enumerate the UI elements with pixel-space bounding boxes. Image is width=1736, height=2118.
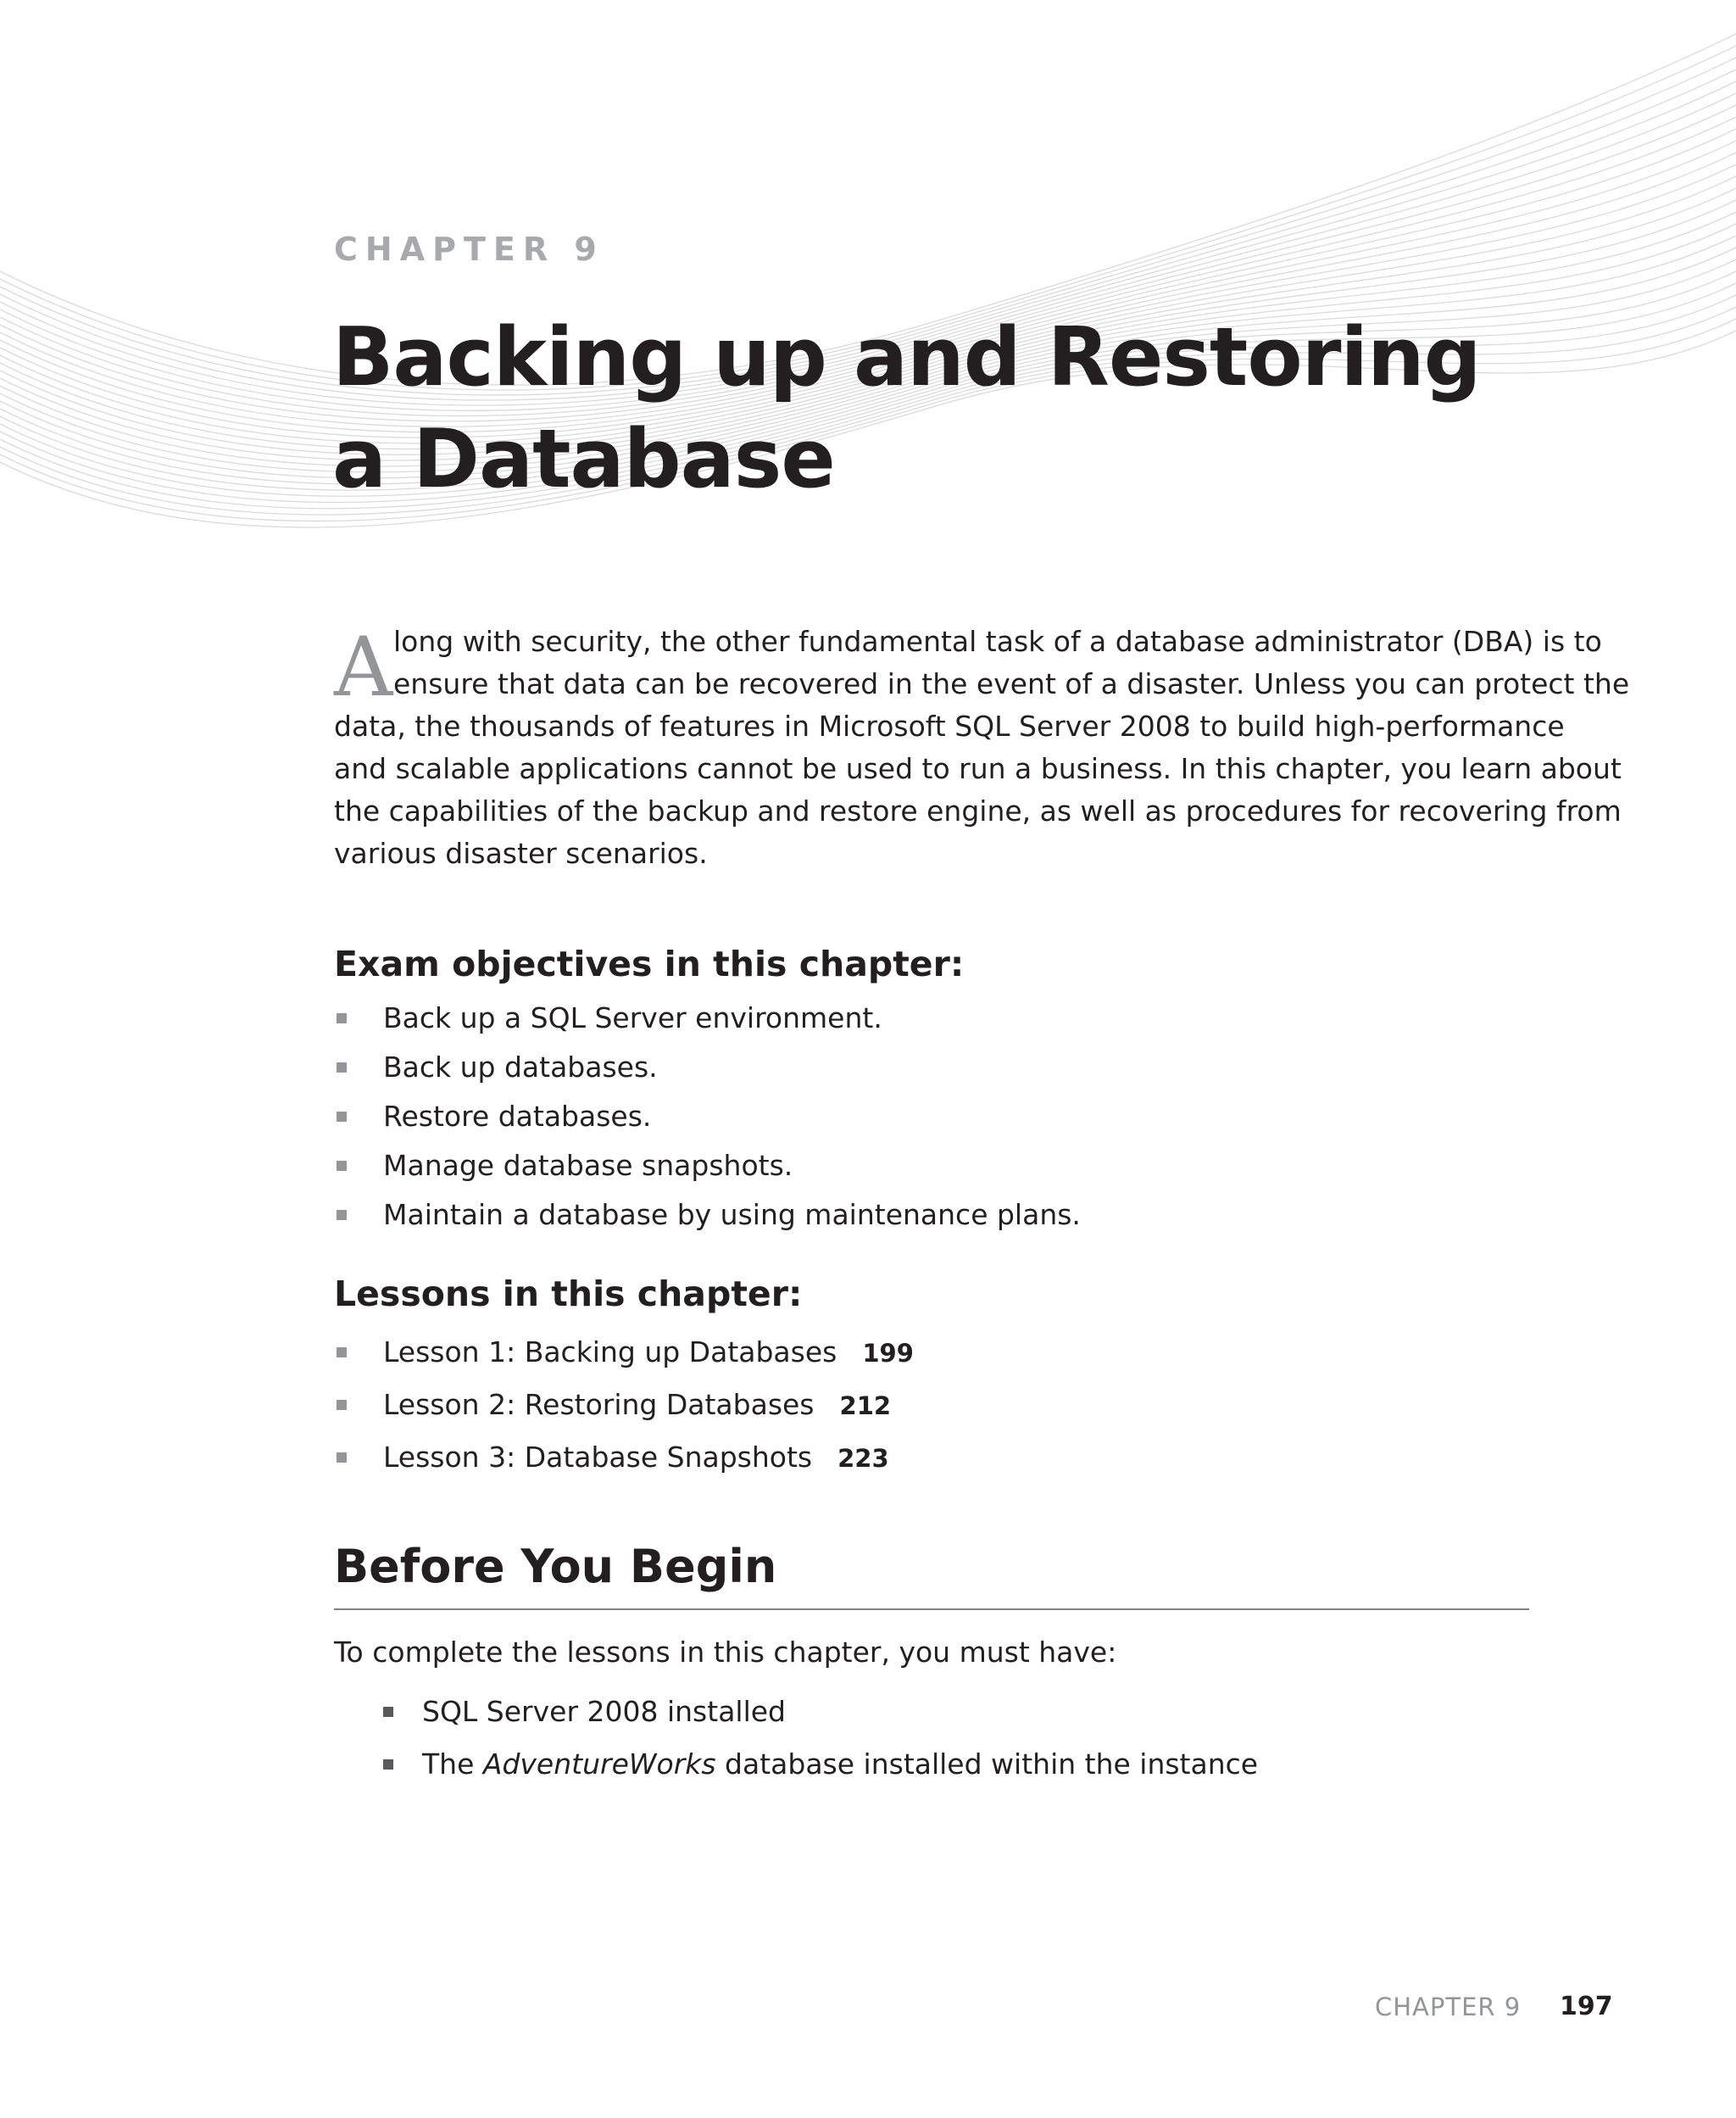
chapter-title-line-2: a Database bbox=[332, 413, 835, 506]
lesson-item bbox=[334, 1431, 1521, 1484]
chapter-title-line-1: Backing up and Restoring bbox=[332, 311, 1481, 404]
intro-line-2: ensure that data can be recovered in the event of a disaster. Unless you can protect the bbox=[393, 667, 1630, 700]
footer-chapter-label: CHAPTER 9 bbox=[1375, 1993, 1522, 2021]
requirement-item: SQL Server 2008 installed bbox=[381, 1686, 1258, 1738]
requirements-intro: To complete the lessons in this chapter, you must have: bbox=[334, 1636, 1117, 1669]
requirement-item: The AdventureWorks database installed within the instance bbox=[381, 1738, 1258, 1791]
intro-line-5: the capabilities of the backup and restore engine, as well as procedures for recovering from bbox=[334, 794, 1622, 828]
requirements-list bbox=[381, 1686, 1258, 1791]
square-bullet-icon bbox=[337, 1112, 347, 1122]
intro-line-1: long with security, the other fundamental task of a database administrator (DBA) is to bbox=[393, 625, 1602, 658]
lessons-heading: Lessons in this chapter: bbox=[334, 1274, 803, 1314]
drop-cap: A bbox=[334, 620, 393, 715]
exam-objectives-list bbox=[334, 994, 1521, 1240]
square-bullet-icon bbox=[337, 1452, 347, 1463]
lesson-page-ref: 223 bbox=[837, 1444, 889, 1473]
chapter-title bbox=[332, 307, 1587, 510]
lesson-page-ref: 212 bbox=[839, 1391, 892, 1420]
section-divider bbox=[334, 1608, 1529, 1610]
lesson-title: Lesson 3: Database Snapshots bbox=[383, 1441, 813, 1474]
square-bullet-icon bbox=[383, 1759, 393, 1770]
lesson-item bbox=[334, 1326, 1521, 1379]
footer-page-number: 197 bbox=[1560, 1992, 1613, 2021]
exam-objectives-heading: Exam objectives in this chapter: bbox=[334, 944, 965, 984]
product-name-emphasis: AdventureWorks bbox=[482, 1747, 716, 1781]
square-bullet-icon bbox=[337, 1161, 347, 1171]
square-bullet-icon bbox=[337, 1347, 347, 1357]
list-item: Restore databases. bbox=[334, 1092, 1521, 1141]
square-bullet-icon bbox=[337, 1210, 347, 1220]
intro-line-3: data, the thousands of features in Microsoft SQL Server 2008 to build high-performance bbox=[334, 710, 1565, 743]
list-item: Back up a SQL Server environment. bbox=[334, 994, 1521, 1043]
square-bullet-icon bbox=[337, 1013, 347, 1023]
list-item: Back up databases. bbox=[334, 1043, 1521, 1092]
lesson-page-ref: 199 bbox=[862, 1339, 914, 1368]
list-item: Maintain a database by using maintenance plans. bbox=[334, 1190, 1521, 1240]
lesson-title: Lesson 1: Backing up Databases bbox=[383, 1335, 837, 1368]
list-item: Manage database snapshots. bbox=[334, 1141, 1521, 1190]
chapter-label: CHAPTER 9 bbox=[334, 231, 604, 268]
before-you-begin-heading: Before You Begin bbox=[334, 1540, 777, 1593]
intro-paragraph bbox=[334, 620, 1630, 875]
square-bullet-icon bbox=[337, 1400, 347, 1410]
square-bullet-icon bbox=[383, 1707, 393, 1717]
lessons-list bbox=[334, 1326, 1521, 1484]
lesson-item bbox=[334, 1379, 1521, 1431]
lesson-title: Lesson 2: Restoring Databases bbox=[383, 1388, 815, 1421]
square-bullet-icon bbox=[337, 1062, 347, 1073]
intro-line-6: various disaster scenarios. bbox=[334, 837, 708, 870]
intro-line-4: and scalable applications cannot be used to run a business. In this chapter, you learn about bbox=[334, 752, 1622, 785]
